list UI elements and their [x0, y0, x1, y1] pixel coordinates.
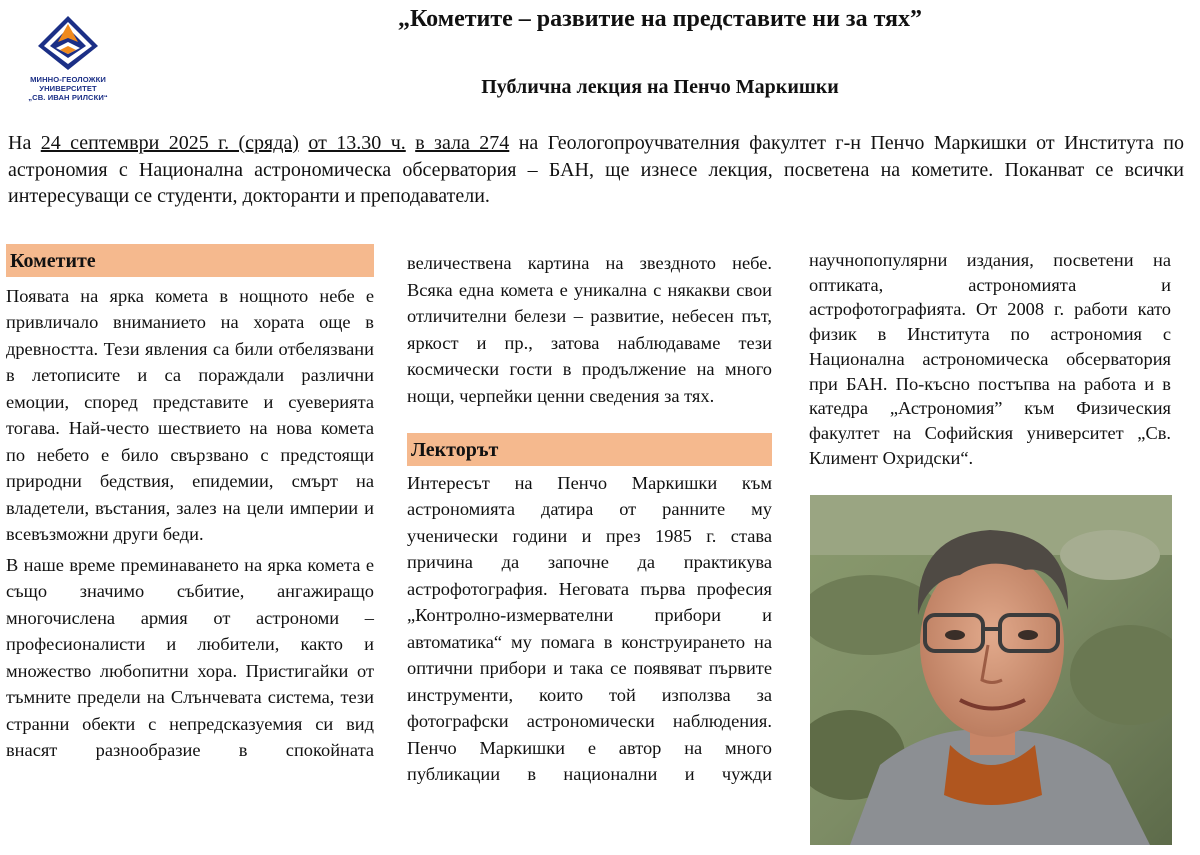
lecturer-portrait-image [810, 495, 1172, 845]
page-subtitle: Публична лекция на Пенчо Маркишки [481, 76, 839, 98]
column-1 [6, 244, 374, 764]
logo-line-2: УНИВЕРСИТЕТ [39, 84, 97, 93]
comets-paragraph-2: В наше време преминаването на ярка комета е също значимо събитие, ангажиращо многочислена армия от астрономи – професионалисти и любители, както и множество любопитни хора. Пристигайки от тъмните предели на Слънчевата система, тези странни обекти с непредсказуемия си вид внасят разнообразие в спокойната [6, 554, 374, 760]
comets-paragraph-3: величествена картина на звездното небе. Всяка една комета е уникална с някакви свои отличителни белези – развитие, небесен път, яркост и пр., затова наблюдаваме тези космически гости в продължение на много нощи, черпейки ценни сведения за тях. [407, 253, 772, 406]
section-heading-comets: Кометите [6, 244, 374, 277]
lecturer-paragraph-2: научнопопулярни издания, посветени на оптиката, астрономията и астрофотографията. От 2008 г. работи като физик в Института по астрономия с Национална астрономическа обсерватория при БАН. По-късно постъпва на работа и в катедра „Астрономия” към Физическия факултет на Софийския университет „Св. Климент Охридски“. [809, 250, 1171, 468]
lecturer-photo [810, 495, 1172, 845]
university-emblem-icon [36, 14, 100, 72]
intro-rest: на Геологопроучвателния факултет г-н Пенчо Маркишки от Института по астрономия с Национална астрономическа обсерватория – БАН, ще изнесе лекция, посветена на кометите. Поканват се всички интересуващи се студенти, докторанти и преподаватели. [8, 132, 1185, 207]
comets-paragraph-1: Появата на ярка комета в нощното небе е привличало вниманието на хората още в древността. Тези явления са били отбелязвани в летописите и са пораждали различни емоции, според представите и суеверията тогава. Най-често шествието на нова комета по небето е било свързвано с предстоящи природни бедствия, епидемии, смърт на владетели, въстания, залез на цели империи и всевъзможни други беди. [6, 285, 374, 544]
event-room: в зала 274 [415, 132, 510, 154]
university-logo [18, 14, 118, 102]
logo-text [18, 75, 118, 102]
intro-paragraph [8, 130, 1184, 210]
section-heading-lecturer: Лекторът [407, 433, 772, 466]
column-2 [407, 250, 772, 788]
lecturer-paragraph-1: Интересът на Пенчо Маркишки към астрономията датира от ранните му ученически години и през 1985 г. става причина да започне да практикува астрофотография. Неговата първа професия „Контролно-измервателни прибори и автоматика“ му помага в конструирането на оптични прибори и така се появяват първите инструменти, които той използва за фотографски астрономически наблюдения. Пенчо Маркишки е автор на много публикации в национални и чужди [407, 472, 772, 784]
intro-sep-2 [406, 132, 415, 154]
event-date: 24 септември 2025 г. (сряда) [40, 132, 299, 154]
column-3 [809, 248, 1171, 470]
intro-sep-1 [299, 132, 308, 154]
logo-line-1: МИННО-ГЕОЛОЖКИ [30, 75, 106, 84]
logo-line-3: „СВ. ИВАН РИЛСКИ“ [28, 93, 108, 102]
page-title: „Кометите – развитие на представите ни за тях” [397, 6, 923, 32]
intro-lead: На [8, 132, 41, 154]
event-time: от 13.30 ч. [308, 132, 406, 154]
